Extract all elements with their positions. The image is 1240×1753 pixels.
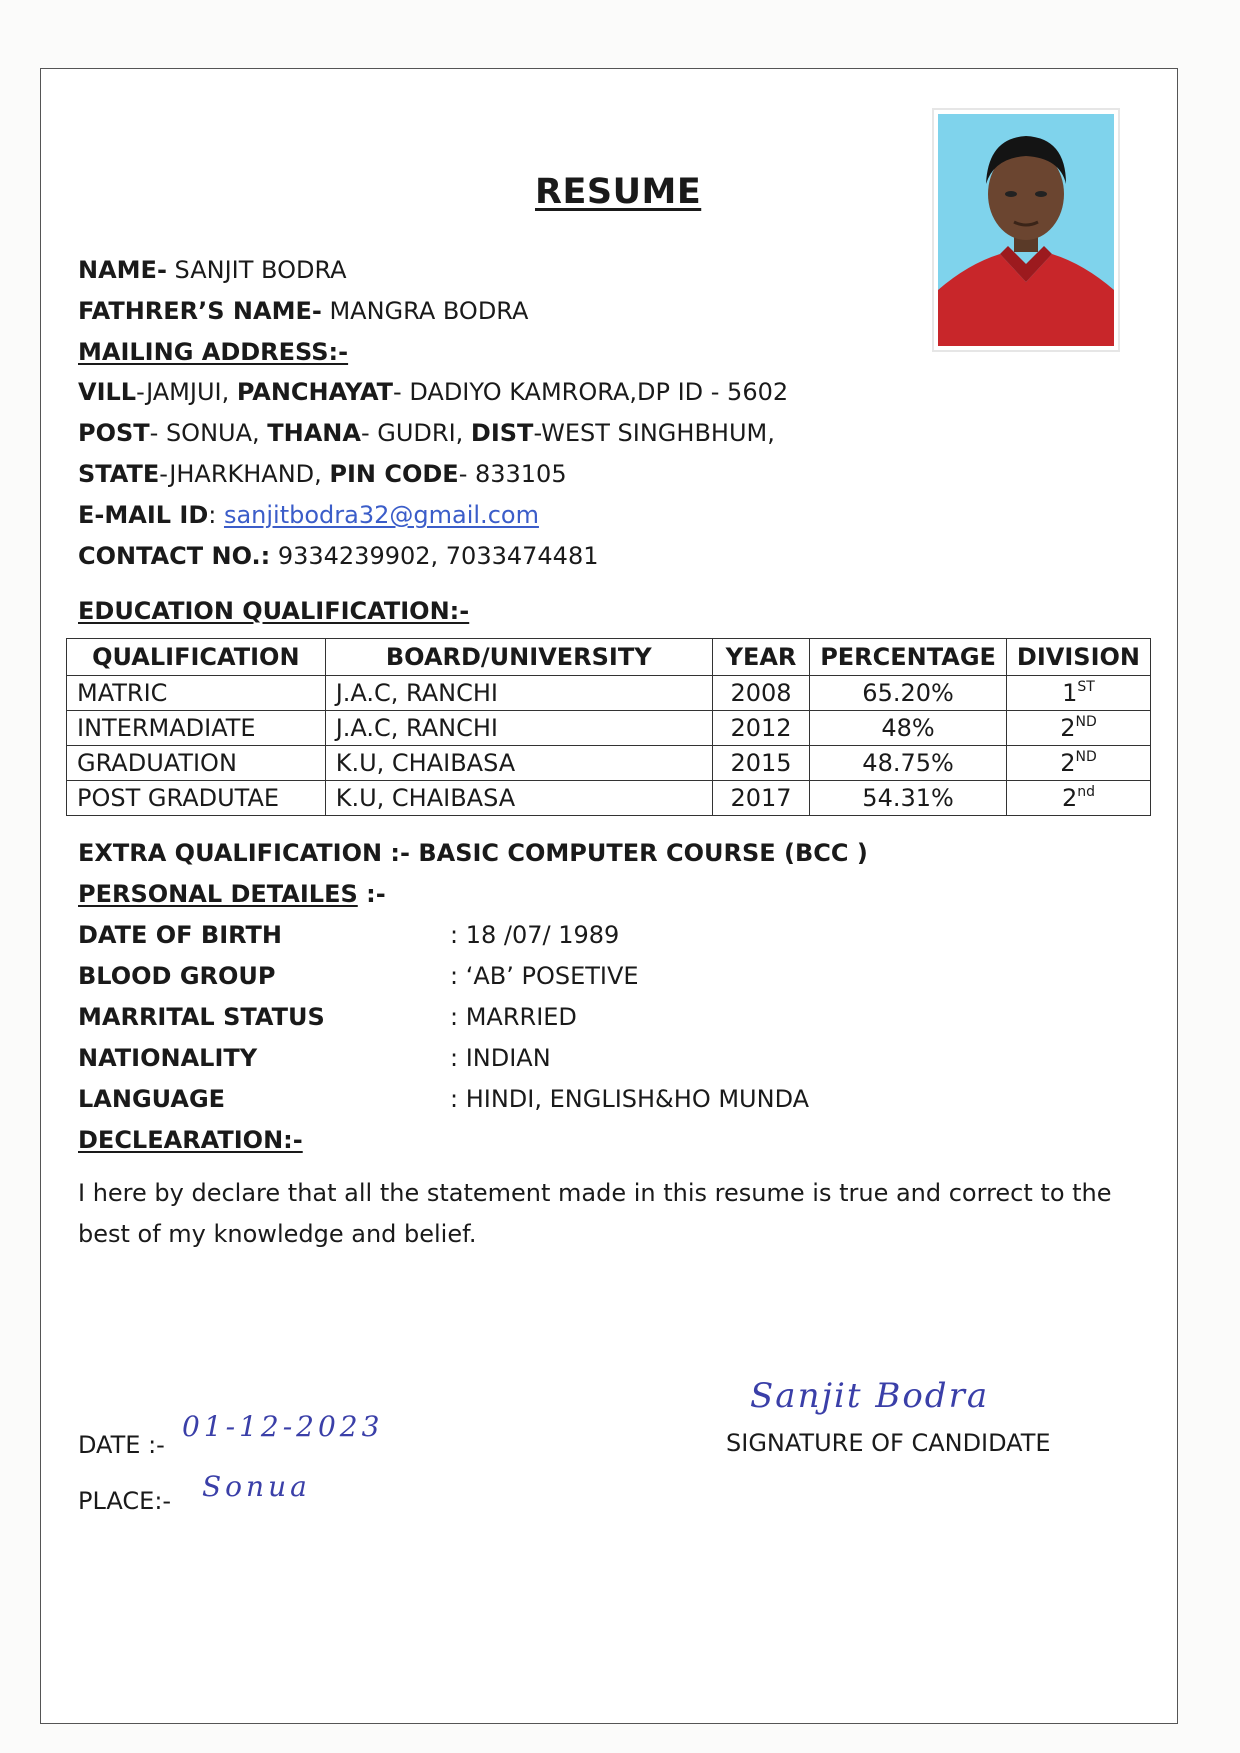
handwritten-date: 01-12-2023	[182, 1410, 384, 1443]
email-label: E-MAIL ID	[78, 501, 209, 529]
address-line-1: VILL-JAMJUI, PANCHAYAT- DADIYO KAMRORA,DP ID - 5602	[78, 378, 789, 406]
contact-line	[78, 541, 598, 571]
email-link[interactable]: sanjitbodra32@gmail.com	[223, 501, 539, 529]
candidate-signature: Sanjit Bodra	[750, 1376, 990, 1416]
nationality-label: NATIONALITY	[78, 1044, 258, 1072]
signature-label: SIGNATURE OF CANDIDATE	[726, 1429, 1051, 1457]
contact-label: CONTACT NO.:	[78, 542, 271, 570]
table-header-row	[67, 639, 1151, 676]
dob-value: : 18 /07/ 1989	[450, 921, 620, 949]
personal-details-heading: PERSONAL DETAILES :-	[78, 880, 386, 908]
table-row: INTERMADIATE J.A.C, RANCHI 2012 48% 2ND	[67, 711, 1151, 746]
blood-group-value: : ‘AB’ POSETIVE	[450, 962, 639, 990]
page-title: RESUME	[535, 172, 702, 212]
address-line-3: STATE-JHARKHAND, PIN CODE- 833105	[78, 460, 567, 488]
place-label: PLACE:-	[78, 1487, 172, 1515]
language-value: : HINDI, ENGLISH&HO MUNDA	[450, 1085, 810, 1113]
marital-status-label: MARRITAL STATUS	[78, 1003, 325, 1031]
extra-qualification: EXTRA QUALIFICATION :- BASIC COMPUTER COURSE (BCC )	[78, 839, 868, 867]
name-label: NAME-	[78, 256, 167, 284]
column-header: QUALIFICATION	[67, 639, 326, 676]
contact-value: 9334239902, 7033474481	[270, 542, 599, 570]
column-header: BOARD/UNIVERSITY	[325, 639, 712, 676]
table-row: MATRIC J.A.C, RANCHI 2008 65.20% 1ST	[67, 676, 1151, 711]
dob-label: DATE OF BIRTH	[78, 921, 282, 949]
language-label: LANGUAGE	[78, 1085, 226, 1113]
declaration-heading: DECLEARATION:-	[78, 1126, 303, 1154]
column-header: PERCENTAGE	[810, 639, 1007, 676]
education-table	[66, 638, 1151, 816]
father-name-line	[78, 296, 528, 326]
declaration-text: I here by declare that all the statement made in this resume is true and correct to the best of my knowledge and belief.	[78, 1179, 1112, 1248]
handwritten-place: Sonua	[202, 1470, 311, 1503]
candidate-photo	[932, 108, 1120, 352]
email-line: E-MAIL ID: sanjitbodra32@gmail.com	[78, 501, 539, 529]
education-heading: EDUCATION QUALIFICATION:-	[78, 597, 470, 625]
column-header: YEAR	[712, 639, 809, 676]
table-row: GRADUATION K.U, CHAIBASA 2015 48.75% 2ND	[67, 746, 1151, 781]
marital-status-value: : MARRIED	[450, 1003, 577, 1031]
address-line-2: POST- SONUA, THANA- GUDRI, DIST-WEST SINGHBHUM,	[78, 419, 775, 447]
mailing-address-heading: MAILING ADDRESS:-	[78, 338, 349, 366]
blood-group-label: BLOOD GROUP	[78, 962, 276, 990]
portrait-image	[938, 114, 1114, 346]
name-value: SANJIT BODRA	[166, 256, 347, 284]
name-line	[78, 255, 347, 285]
date-label: DATE :-	[78, 1431, 165, 1459]
nationality-value: : INDIAN	[450, 1044, 551, 1072]
column-header: DIVISION	[1006, 639, 1150, 676]
father-name-value: MANGRA BODRA	[321, 297, 529, 325]
table-row: POST GRADUTAE K.U, CHAIBASA 2017 54.31% 2nd	[67, 781, 1151, 816]
father-name-label: FATHRER’S NAME-	[78, 297, 322, 325]
